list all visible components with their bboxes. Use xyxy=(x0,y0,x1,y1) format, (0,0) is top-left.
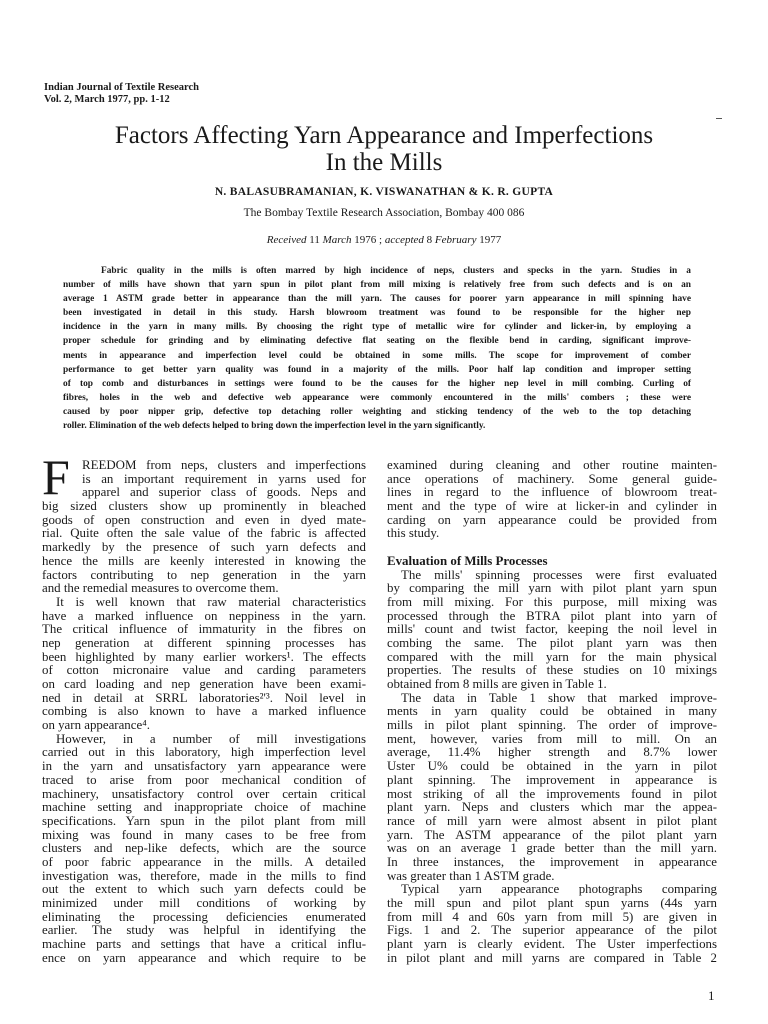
text-line: machine setting and inappropriate choice of machine xyxy=(42,800,366,815)
text-line: ment, however, varies from mill to mill. On an xyxy=(387,731,717,746)
accepted-date: 8 xyxy=(423,234,435,246)
accepted-month: February xyxy=(434,234,477,246)
received-label: Received xyxy=(266,234,307,246)
text-line: rial. Quite often the sale value of the fabric is affected xyxy=(42,526,366,541)
text-line: average, 11.4% higher strength and 8.7% lower xyxy=(387,745,717,760)
text-line: It is well known that raw material characteristics xyxy=(56,594,366,609)
text-line: mixing was found in many cases to be free from xyxy=(42,827,366,842)
text-line: incidence in the yarn in many mills. By choosing the right type of metallic wire for cylinder and licker-in, by employing a xyxy=(63,322,691,333)
text-line: machine parts and settings that have a critical influ- xyxy=(42,937,366,952)
text-line: average 1 ASTM grade better in appearance than the mill yarn. The causes for poorer yarn appearance in mill spinning have xyxy=(63,294,691,305)
text-line: eliminating the processing deficiencies enumerated xyxy=(42,909,366,924)
text-line: REEDOM from neps, clusters and imperfections xyxy=(82,458,366,472)
text-line: most striking of all the improvements found in pilot xyxy=(387,786,717,801)
text-line: the mill spun and pilot plant spun yarns (44s yarn xyxy=(387,896,717,910)
text-line: ence on yarn appearance and which require to be xyxy=(42,950,366,965)
text-line: plant yarn is clearly evident. The Uster imperfections xyxy=(387,937,717,952)
text-line: of top comb and disturbances in settings were found to be the causes for the higher nep level in mill combing. Curling of xyxy=(63,378,691,389)
text-line: plant spinning. The improvement in appearance is xyxy=(387,772,717,787)
abstract xyxy=(63,264,691,433)
text-line: processed through the BTRA pilot plant into yarn of xyxy=(387,608,717,623)
text-line: factors contributing to nep generation in the yarn xyxy=(42,567,366,582)
text-line: properties. The results of these studies on 10 mixings xyxy=(387,663,717,678)
journal-citation xyxy=(44,82,199,106)
text-line: traced to arise from poor mechanical condition of xyxy=(42,772,366,787)
text-line: ance operations of machinery. Some general guide- xyxy=(387,471,717,486)
text-line: specifications. Yarn spun in the pilot plant from mill xyxy=(42,813,366,828)
margin-mark xyxy=(716,118,722,119)
body-column-left xyxy=(42,459,366,965)
title-line-2: In the Mills xyxy=(325,149,443,176)
text-line: carding on yarn appearance could be provided from xyxy=(387,512,717,527)
text-line: ments in yarn quality could be obtained in many xyxy=(387,704,717,719)
text-line: by comparing the mill yarn with pilot plant yarn spun xyxy=(387,581,717,596)
text-line: investigation was, therefore, made in the mills to find xyxy=(42,868,366,883)
page-number: 1 xyxy=(708,988,715,1003)
text-line: was greater than 1 ASTM grade. xyxy=(387,868,555,883)
text-line: mills in pilot plant spinning. The order of improve- xyxy=(387,718,717,733)
text-line: was on an average 1 grade better than the mill yarn. xyxy=(387,841,717,856)
authors: N. BALASUBRAMANIAN, K. VISWANATHAN & K. R. GUPTA xyxy=(214,186,554,198)
text-line: hence the mills are keenly interested in knowing the xyxy=(42,553,366,568)
text-line: Uster U% could be obtained in the yarn in pilot xyxy=(387,759,717,774)
text-line: and the remedial measures to overcome them. xyxy=(42,581,279,596)
text-line: plant yarn. Neps and clusters which mar the appea- xyxy=(387,800,717,815)
section-heading: Evaluation of Mills Processes xyxy=(387,553,548,568)
text-line: performance to get better yarn quality was found in a majority of the mills. Poor half lap condition and improper setting xyxy=(63,364,691,375)
text-line: this study. xyxy=(387,526,440,541)
text-line: is an important requirement in yarns used for xyxy=(82,471,366,486)
text-line: yarn. The ASTM appearance of the pilot plant yarn xyxy=(387,827,717,842)
text-line: been highlighted by many earlier workers¹. The effects xyxy=(42,649,366,664)
text-line: In three instances, the improvement in appearance xyxy=(387,854,717,869)
text-line: have a marked influence on neppiness in the yarn. xyxy=(42,608,366,623)
section-spacer xyxy=(387,541,717,555)
journal-name: Indian Journal of Textile Research xyxy=(44,82,199,93)
text-line: fibres, holes in the web and defective web appearance were commonly encountered in the mills' combers ; these were xyxy=(63,392,691,403)
text-line: caused by poor nipper grip, defective top detaching roller weighting and sticking tendency of the web to the top detaching xyxy=(63,406,691,417)
accepted-year: 1977 xyxy=(476,234,502,246)
text-line: combing the same. The pilot plant yarn was then xyxy=(387,635,717,650)
text-line: on card loading and nep generation have been exami- xyxy=(42,677,366,691)
text-line: compared with the mill yarn for the main physical xyxy=(387,649,717,664)
text-line: mills' count and twist factor, keeping the noil level in xyxy=(387,622,717,637)
text-line: from mill mixing. For this purpose, mill mixing was xyxy=(387,594,717,609)
text-line: rance of mill yarn were almost absent in pilot plant xyxy=(387,813,717,828)
body-column-right xyxy=(387,459,717,965)
received-dates xyxy=(0,234,768,246)
text-line: obtained from 8 mills are given in Table 1. xyxy=(387,677,607,691)
text-line: big sized clusters show up prominently in bleached xyxy=(42,499,366,514)
text-line: from mill 4 and 60s yarn from mill 5) are given in xyxy=(387,909,717,924)
text-line: roller. Elimination of the web defects helped to bring down the imperfection level in the yarn significantly. xyxy=(63,421,486,432)
received-month: March xyxy=(322,234,352,246)
text-line: been investigated in detail in this study. Harsh blowroom treatment was found to be responsible for the higher nep xyxy=(63,308,691,319)
text-line: Typical yarn appearance photographs comparing xyxy=(401,882,717,897)
received-date: 11 xyxy=(306,234,323,246)
text-line: out the extent to which such yarn defects could be xyxy=(42,882,366,897)
text-line: The mills' spinning processes were first evaluated xyxy=(401,567,717,582)
received-year: 1976 ; xyxy=(351,234,385,246)
text-line: markedly by the presence of such yarn defects and xyxy=(42,540,366,555)
text-line: machinery, unsatisfactory control over certain critical xyxy=(42,786,366,801)
journal-volume: Vol. 2, March 1977, pp. 1-12 xyxy=(44,94,170,105)
text-line: earlier. The study was helpful in identifying the xyxy=(42,923,366,938)
title-line-1: Factors Affecting Yarn Appearance and Imperfections xyxy=(114,122,654,149)
text-line: Fabric quality in the mills is often marred by high incidence of neps, clusters and specks in the yarn. Studies in a xyxy=(101,266,691,276)
text-line: on yarn appearance⁴. xyxy=(42,718,150,733)
text-line: in pilot plant and mill yarns are compared in Table 2 xyxy=(387,950,717,965)
text-line: of cotton micronaire value and carding parameters xyxy=(42,663,366,678)
text-line: number of mills have shown that yarn spun in pilot plant from mill mixing is relatively free from such defects and is on an xyxy=(63,280,691,291)
drop-cap: F xyxy=(42,449,70,505)
text-line: ments in appearance and imperfection level could be obtained in some mills. The scope for improvement of comber xyxy=(63,350,691,361)
accepted-label: accepted xyxy=(384,234,424,246)
text-line: apparel and superior class of goods. Neps and xyxy=(82,485,366,500)
text-line: Figs. 1 and 2. The superior appearance of the pilot xyxy=(387,923,717,938)
text-line: goods of open construction and even in dyed mate- xyxy=(42,512,366,527)
paper-title xyxy=(0,122,768,176)
text-line: combing is also known to have a marked influence xyxy=(42,704,366,719)
text-line: minimized under mill conditions of working by xyxy=(42,896,366,910)
affiliation: The Bombay Textile Research Association, Bombay 400 086 xyxy=(243,207,525,219)
text-line: in the yarn and unsatisfactory yarn appearance were xyxy=(42,759,366,774)
text-line: carried out in this laboratory, high imperfection level xyxy=(42,745,366,760)
text-line: of poor fabric appearance in the mills. A detailed xyxy=(42,854,366,869)
text-line: ment and the type of wire at licker-in and cylinder in xyxy=(387,499,717,514)
text-line: clusters and nep-like defects, which are the source xyxy=(42,841,366,856)
text-line: ned in detail at SRRL laboratories²'³. Noil level in xyxy=(42,690,366,705)
text-line: However, in a number of mill investigations xyxy=(56,731,366,746)
text-line: The critical influence of immaturity in the fibres on xyxy=(42,622,366,637)
text-line: examined during cleaning and other routine mainten- xyxy=(387,458,717,472)
text-line: proper schedule for grinding and by eliminating defective flat seating on the flexible bend in carding, significant improve- xyxy=(63,336,691,347)
text-line: lines in regard to the influence of blowroom treat- xyxy=(387,485,717,500)
text-line: The data in Table 1 show that marked improve- xyxy=(401,690,717,705)
text-line: nep generation at different spinning processes has xyxy=(42,635,366,650)
